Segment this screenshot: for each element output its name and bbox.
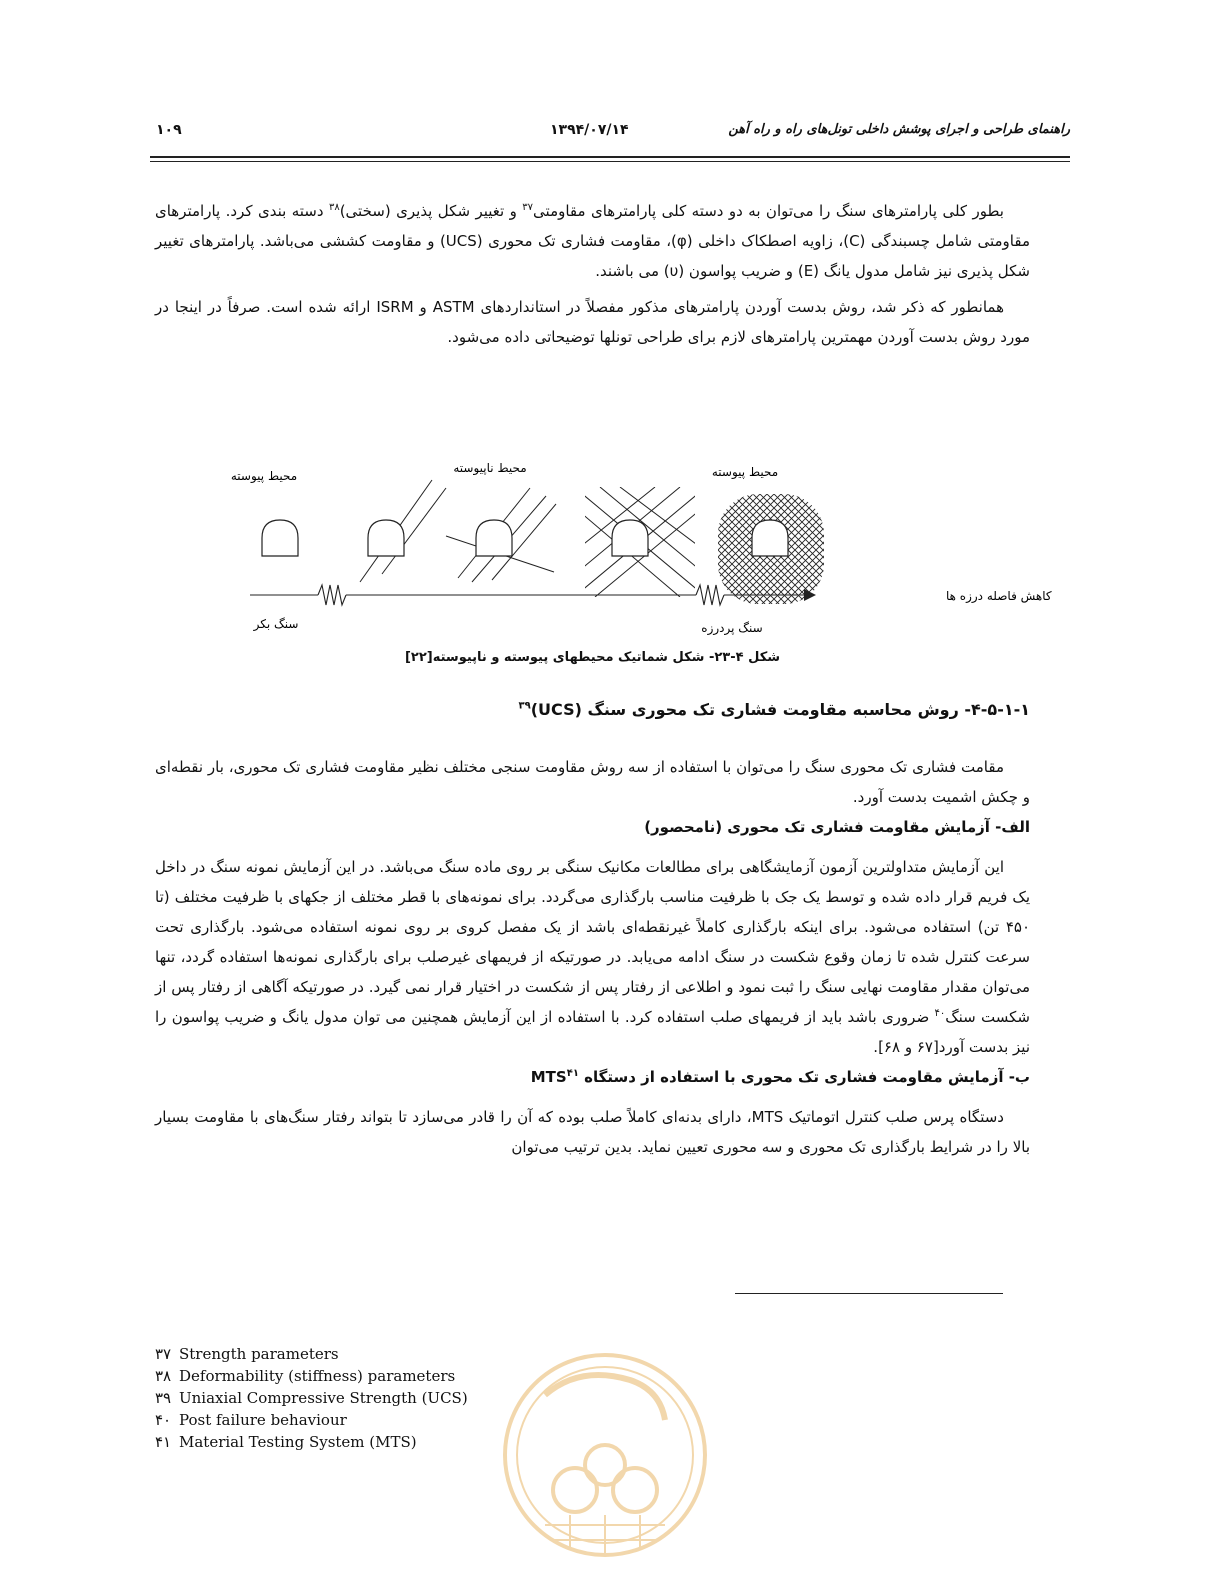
footnote-ref-38[interactable]: ۳۸ (328, 202, 340, 213)
section-heading: ۴-۵-۱-۱- روش محاسبه مقاومت فشاری تک محوری سنگ (UCS)$^{۳۹}$ (518, 700, 1030, 719)
section-text (155, 752, 1030, 1162)
header-rule-thick (150, 156, 1070, 158)
header-rule-thin (150, 161, 1070, 162)
intro-text (155, 196, 1030, 358)
subheading-b: ب- آزمایش مقاومت فشاری تک محوری با استفاده از دستگاه MTS$^{۴۱}$ (530, 1068, 1030, 1086)
figure-caption: شکل ۴-۲۳- شکل شماتیک محیطهای پیوسته و ناپیوسته[۲۲] (404, 650, 781, 665)
footnote-item: ۴۰ Post failure behaviour (155, 1411, 347, 1429)
footnote-ref-40[interactable]: ۴۰ (934, 1008, 946, 1019)
footnote-ref-41[interactable]: ۴۱ (566, 1068, 579, 1079)
paragraph-4: این آزمایش متداولترین آزمون آزمایشگاهی برای مطالعات مکانیک سنگی بر روی ماده سنگ می‌باشد. در این آزمایش نمونه سنگ در داخل یک فریم قرار داده شده و توسط یک جک با ظرفیت مناسب بارگذاری می‌گردد. برای نمونه‌های با قطر مختلف از جکهای با ظرفیت مختلف (تا ۴۵۰ تن) استفاده می‌شود. برای اینکه بارگذاری کاملاً غیرنقطه‌ای باشد از یک مفصل کروی بر روی نمونه استفاده می‌شود. بارگذاری تحت سرعت کنترل شده تا زمان وقوع شکست در سنگ ادامه می‌یابد. در صورتیکه از فریمهای غیرصلب برای بارگذاری نمونه‌ها استفاده گردد، تنها می‌توان مقدار مقاومت نهایی سنگ را ثبت نمود و اطلاعی از رفتار پس از شکست در اختیار قرار نمی گیرد. در صورتیکه آگاهی از رفتار پس از شکست سنگ$^{۴۰}$ ضروری باشد باید از فریمهای صلب استفاده کرد. با استفاده از این آزمایش همچنین می توان مدول یانگ و ضریب پواسون را نیز بدست آورد[۶۷ و ۶۸]. (155, 858, 1030, 1056)
footnote-separator (735, 1293, 1003, 1294)
page-number: ۱۰۹ (156, 122, 182, 138)
label-discontinuous: محیط ناپیوسته (453, 461, 527, 475)
header-title: راهنمای طراحی و اجرای پوشش داخلی تونل‌های راه و راه آهن (728, 122, 1070, 137)
watermark-stamp-icon (490, 1325, 720, 1584)
continuum-figure (200, 452, 1052, 652)
label-jointed-rock: سنگ پردرزه (701, 621, 763, 635)
paragraph-2: همانطور که ذکر شد، روش بدست آوردن پارامترهای مذکور مفصلاً در استانداردهای ASTM و ISRM ارائه شده است. صرفاً در اینجا در مورد روش بدست آوردن مهمترین پارامترهای لازم برای طراحی تونلها توضیحاتی داده می‌شود. (155, 298, 1030, 346)
header-date: ۱۳۹۴/۰۷/۱۴ (550, 122, 629, 138)
paragraph-5: دستگاه پرس صلب کنترل اتوماتیک MTS، دارای بدنه‌ای کاملاً صلب بوده که آن را قادر می‌سازد تا بتواند رفتار سنگ‌های با مقاومت بسیار بالا را در شرایط بارگذاری تک محوری و سه محوری تعیین نماید. بدین ترتیب می‌توان (155, 1108, 1030, 1156)
footnote-ref-37[interactable]: ۳۷ (522, 202, 534, 213)
label-continuous-right: محیط پیوسته (711, 465, 779, 479)
label-intact-rock: سنگ بکر (253, 617, 299, 631)
tunnel-shape-5 (752, 520, 788, 556)
paragraph-3: مقامت فشاری تک محوری سنگ را می‌توان با استفاده از سه روش مقاومت سنجی مختلف نظیر مقاومت فشاری تک محوری، بار نقطه‌ای و چکش اشمیت بدست آورد. (155, 758, 1030, 806)
footnote-item: ۳۷ Strength parameters (155, 1345, 339, 1363)
footnote-item: ۳۹ Uniaxial Compressive Strength (UCS) (155, 1389, 468, 1407)
footnote-ref-39[interactable]: ۳۹ (518, 700, 531, 712)
label-continuous-left: محیط پیوسته (230, 469, 298, 483)
paragraph-1: بطور کلی پارامترهای سنگ را می‌توان به دو دسته کلی پارامترهای مقاومتی$^{۳۷}$ و تغییر شکل پذیری (سختی)$^{۳۸}$ دسته بندی کرد. پارامترهای مقاومتی شامل چسبندگی (C)، زاویه اصطکاک داخلی (φ)، مقاومت فشاری تک محوری (UCS) و مقاومت کششی می‌باشد. پارامترهای تغییر شکل پذیری نیز شامل مدول یانگ (E) و ضریب پواسون (υ) می باشند. (155, 202, 1030, 280)
tunnel-shape-3 (446, 488, 556, 582)
page-header (150, 122, 1070, 146)
tunnel-shape-2 (360, 480, 446, 582)
footnote-item: ۳۸ Deformability (stiffness) parameters (155, 1367, 456, 1385)
tunnel-shape-1 (262, 520, 298, 556)
label-joint-spacing: کاهش فاصله درزه ها (946, 589, 1052, 603)
subheading-a: الف- آزمایش مقاومت فشاری تک محوری (نامحصور) (644, 818, 1030, 836)
footnote-item: ۴۱ Material Testing System (MTS) (155, 1433, 417, 1451)
spacing-axis (250, 585, 804, 605)
